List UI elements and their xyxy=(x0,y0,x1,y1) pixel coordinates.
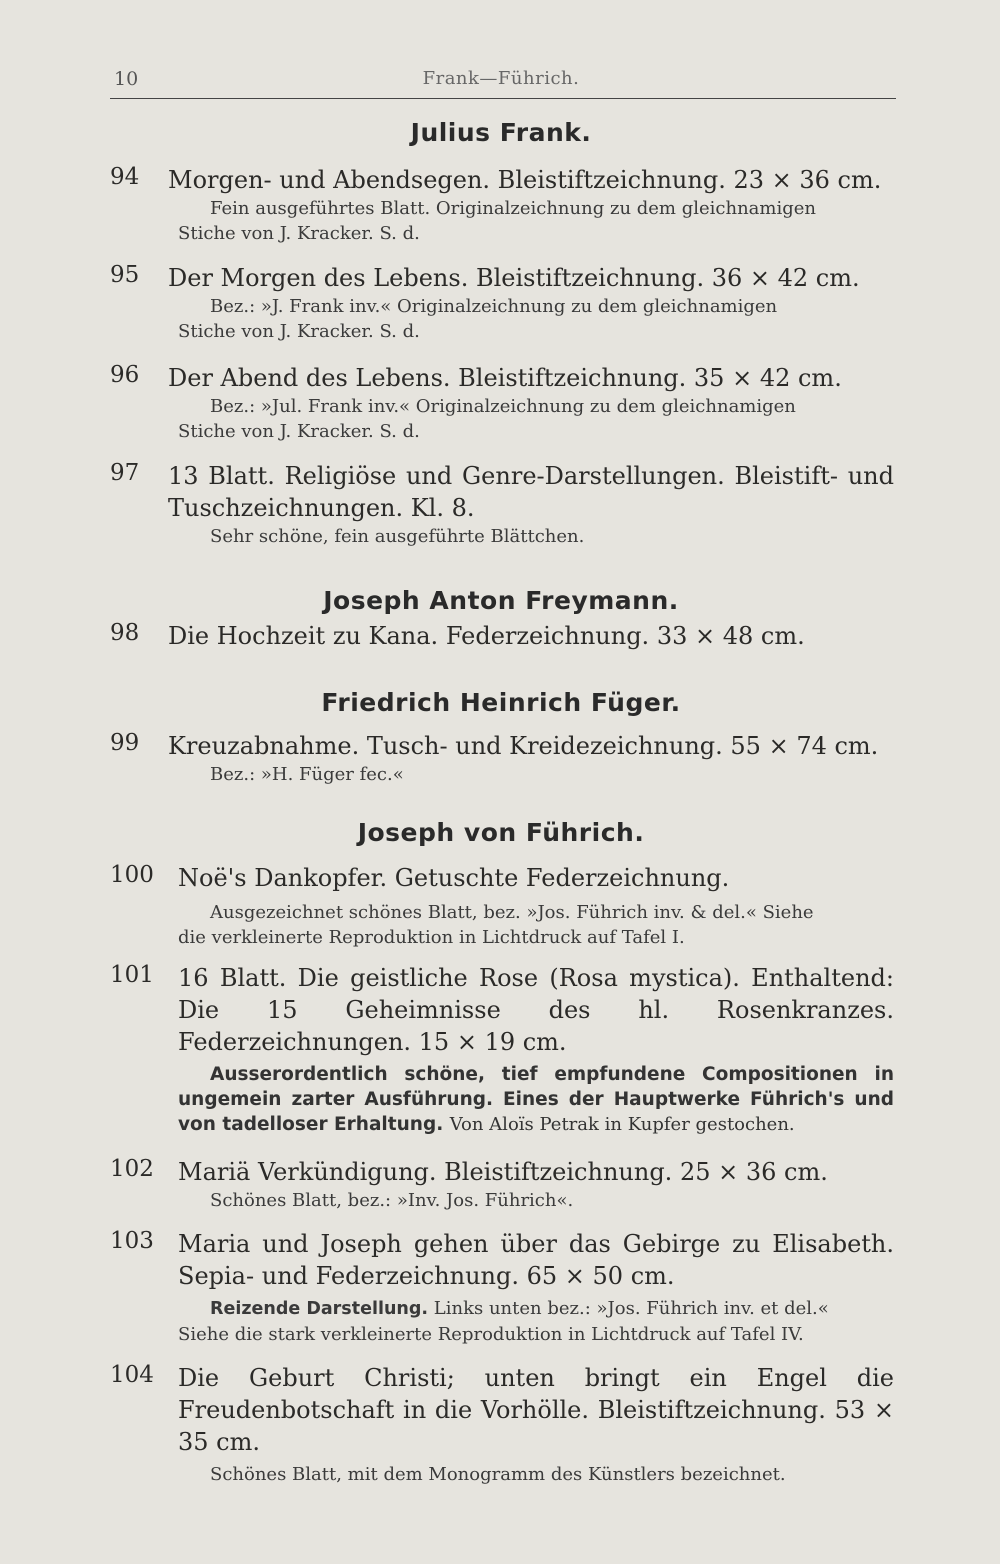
entry-title: Die Hochzeit zu Kana. Federzeichnung. 33 × 48 cm. xyxy=(168,622,805,650)
entry-number: 96 xyxy=(110,362,140,388)
entry-number: 98 xyxy=(110,620,140,646)
note-line: Siehe die stark verkleinerte Reproduktion in Lichtdruck auf Tafel IV. xyxy=(178,1324,804,1345)
entry-number: 102 xyxy=(110,1156,154,1182)
entry-number: 100 xyxy=(110,862,154,888)
note-line: Stiche von J. Kracker. S. d. xyxy=(178,421,420,442)
artist-name: Joseph von Führich. xyxy=(357,818,645,847)
section-heading-freymann xyxy=(110,586,892,615)
entry-title: Der Morgen des Lebens. Bleistiftzeichnung. 36 × 42 cm. xyxy=(168,264,860,292)
catalog-entry-103 xyxy=(110,1228,894,1347)
catalog-entry-96 xyxy=(110,362,894,444)
entry-note xyxy=(178,196,894,246)
entry-title: Maria und Joseph gehen über das Gebirge zu Elisabeth. Sepia- und Federzeichnung. 65 × 50 cm. xyxy=(178,1230,894,1290)
note-line: Fein ausgeführtes Blatt. Originalzeichnung zu dem gleichnamigen xyxy=(210,198,816,219)
entry-number: 97 xyxy=(110,460,140,486)
bold-text: Reizende Darstellung. xyxy=(210,1299,429,1319)
note-line: Sehr schöne, fein ausgeführte Blättchen. xyxy=(210,526,585,547)
entry-note xyxy=(178,1296,894,1347)
catalog-entry-100 xyxy=(110,862,894,950)
page-number: 10 xyxy=(114,68,139,90)
entry-note xyxy=(178,900,894,950)
entry-number: 99 xyxy=(110,730,140,756)
entry-note xyxy=(178,294,894,344)
note-line: Ausgezeichnet schönes Blatt, bez. »Jos. Führich inv. & del.« Siehe xyxy=(210,902,814,923)
note-line: Links unten bez.: »Jos. Führich inv. et del.« xyxy=(433,1298,829,1319)
artist-name: Friedrich Heinrich Füger. xyxy=(321,688,681,717)
entry-note xyxy=(210,524,894,549)
note-line: Schönes Blatt, bez.: »Inv. Jos. Führich«. xyxy=(210,1190,574,1211)
entry-number: 104 xyxy=(110,1362,154,1388)
entry-title: Die Geburt Christi; unten bringt ein Engel die Freudenbotschaft in die Vorhölle. Bleistiftzeichnung. 53 × 35 cm. xyxy=(178,1364,894,1456)
catalog-entry-98 xyxy=(110,620,894,652)
bold-note xyxy=(178,1062,894,1137)
header-rule xyxy=(110,98,896,99)
catalog-entry-94 xyxy=(110,164,894,246)
entry-title: Noë's Dankopfer. Getuschte Federzeichnung. xyxy=(178,864,730,892)
running-header xyxy=(110,68,892,96)
entry-note xyxy=(210,762,894,787)
catalog-entry-97 xyxy=(110,460,894,549)
catalog-entry-101 xyxy=(110,962,894,1137)
section-heading-frank xyxy=(110,118,892,147)
entry-title: 16 Blatt. Die geistliche Rose (Rosa mystica). Enthaltend: Die 15 Geheimnisse des hl. Rosenkranzes. Federzeichnungen. 15 × 19 cm. xyxy=(178,964,894,1056)
note-line: Bez.: »Jul. Frank inv.« Originalzeichnung zu dem gleichnamigen xyxy=(210,396,796,417)
catalog-entry-102 xyxy=(110,1156,894,1213)
entry-note xyxy=(178,1062,894,1137)
entry-number: 94 xyxy=(110,164,140,190)
note-line: die verkleinerte Reproduktion in Lichtdruck auf Tafel I. xyxy=(178,927,685,948)
artist-name: Joseph Anton Freymann. xyxy=(323,586,679,615)
note-line: Schönes Blatt, mit dem Monogramm des Künstlers bezeichnet. xyxy=(210,1464,786,1485)
entry-number: 101 xyxy=(110,962,154,988)
section-heading-fuehrich xyxy=(110,818,892,847)
entry-title: 13 Blatt. Religiöse und Genre-Darstellungen. Bleistift- und Tuschzeichnungen. Kl. 8. xyxy=(168,462,894,522)
entry-number: 103 xyxy=(110,1228,154,1254)
entry-note xyxy=(210,1462,894,1487)
catalog-entry-95 xyxy=(110,262,894,344)
catalog-entry-104 xyxy=(110,1362,894,1487)
entry-note xyxy=(178,394,894,444)
entry-number: 95 xyxy=(110,262,140,288)
entry-title: Kreuzabnahme. Tusch- und Kreidezeichnung. 55 × 74 cm. xyxy=(168,732,879,760)
entry-title: Mariä Verkündigung. Bleistiftzeichnung. 25 × 36 cm. xyxy=(178,1158,828,1186)
entry-title: Morgen- und Abendsegen. Bleistiftzeichnung. 23 × 36 cm. xyxy=(168,166,882,194)
section-heading-fueger xyxy=(110,688,892,717)
note-tail: Von Aloïs Petrak in Kupfer gestochen. xyxy=(449,1114,795,1135)
catalog-entry-99 xyxy=(110,730,894,787)
note-line: Stiche von J. Kracker. S. d. xyxy=(178,223,420,244)
note-line: Bez.: »J. Frank inv.« Originalzeichnung zu dem gleichnamigen xyxy=(210,296,778,317)
note-line: Bez.: »H. Füger fec.« xyxy=(210,764,404,785)
running-title: Frank—Führich. xyxy=(422,68,580,89)
note-line: Stiche von J. Kracker. S. d. xyxy=(178,321,420,342)
entry-note xyxy=(210,1188,894,1213)
artist-name: Julius Frank. xyxy=(410,118,592,147)
entry-title: Der Abend des Lebens. Bleistiftzeichnung. 35 × 42 cm. xyxy=(168,364,842,392)
bold-text: Ausserordentlich schöne, tief empfundene Compositionen in ungemein zarter Ausführung. Eines der Hauptwerke Führich's und von tadelloser Erhaltung. xyxy=(178,1064,894,1135)
